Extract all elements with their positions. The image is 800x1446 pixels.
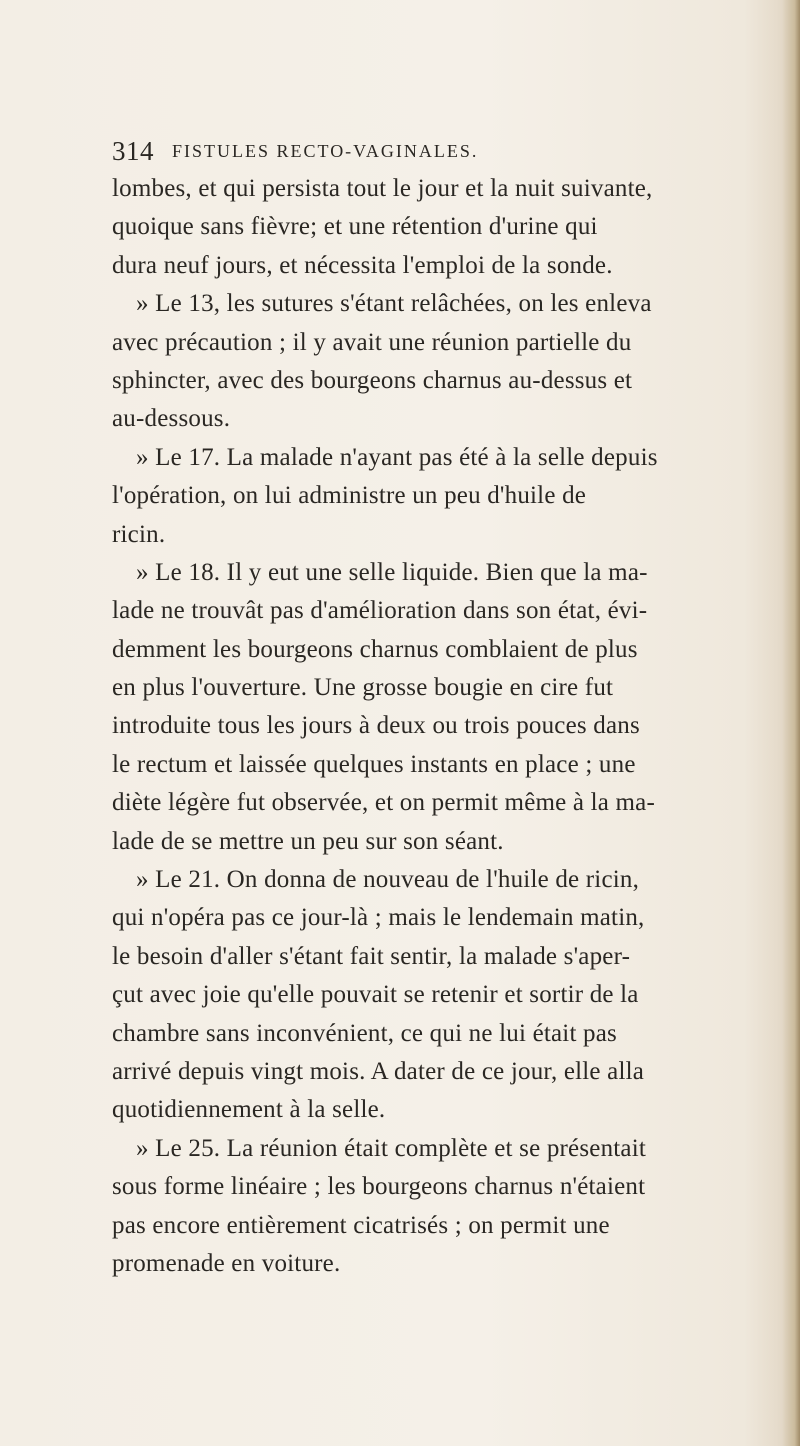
- page-number: 314: [112, 136, 154, 166]
- text-line: diète légère fut observée, et on permit même à la ma-: [112, 789, 655, 817]
- body-text: [112, 170, 792, 1283]
- text-line: lombes, et qui persista tout le jour et la nuit suivante,: [112, 175, 653, 202]
- text-line: lade de se mettre un peu sur son séant.: [112, 827, 504, 855]
- text-line: » Le 17. La malade n'ayant pas été à la selle depuis: [136, 443, 658, 471]
- text-line: » Le 13, les sutures s'étant relâchées, on les enleva: [136, 290, 652, 318]
- text-line: ricin.: [112, 520, 166, 548]
- text-line: quoique sans fièvre; et une rétention d'urine qui: [112, 213, 598, 241]
- text-line: dura neuf jours, et nécessita l'emploi de la sonde.: [112, 251, 613, 279]
- text-line: sous forme linéaire ; les bourgeons charnus n'étaient: [112, 1173, 646, 1201]
- text-line: demment les bourgeons charnus comblaient de plus: [112, 635, 638, 663]
- text-line: » Le 25. La réunion était complète et se présentait: [136, 1134, 647, 1162]
- text-line: le besoin d'aller s'étant fait sentir, la malade s'aper-: [112, 942, 631, 970]
- text-line: quotidiennement à la selle.: [112, 1096, 386, 1124]
- text-line: l'opération, on lui administre un peu d'huile de: [112, 482, 587, 510]
- text-line: lade ne trouvât pas d'amélioration dans son état, évi-: [112, 597, 648, 625]
- text-line: chambre sans inconvénient, ce qui ne lui était pas: [112, 1019, 617, 1047]
- running-head: [112, 136, 712, 166]
- text-line: introduite tous les jours à deux ou trois pouces dans: [112, 712, 640, 740]
- text-line: çut avec joie qu'elle pouvait se retenir et sortir de la: [112, 981, 639, 1009]
- text-line: au-dessous.: [112, 405, 231, 433]
- text-line: arrivé depuis vingt mois. A dater de ce jour, elle alla: [112, 1057, 645, 1085]
- text-line: » Le 21. On donna de nouveau de l'huile de ricin,: [136, 866, 640, 894]
- text-line: le rectum et laissée quelques instants en place ; une: [112, 750, 636, 778]
- text-line: qui n'opéra pas ce jour-là ; mais le lendemain matin,: [112, 904, 645, 932]
- text-line: sphincter, avec des bourgeons charnus au-dessus et: [112, 366, 633, 394]
- text-line: pas encore entièrement cicatrisés ; on permit une: [112, 1211, 610, 1239]
- text-line: avec précaution ; il y avait une réunion partielle du: [112, 328, 632, 356]
- text-line: » Le 18. Il y eut une selle liquide. Bien que la ma-: [136, 558, 648, 586]
- text-line: promenade en voiture.: [112, 1249, 341, 1277]
- running-head-title: FISTULES RECTO-VAGINALES.: [172, 141, 479, 161]
- text-line: en plus l'ouverture. Une grosse bougie en cire fut: [112, 674, 614, 702]
